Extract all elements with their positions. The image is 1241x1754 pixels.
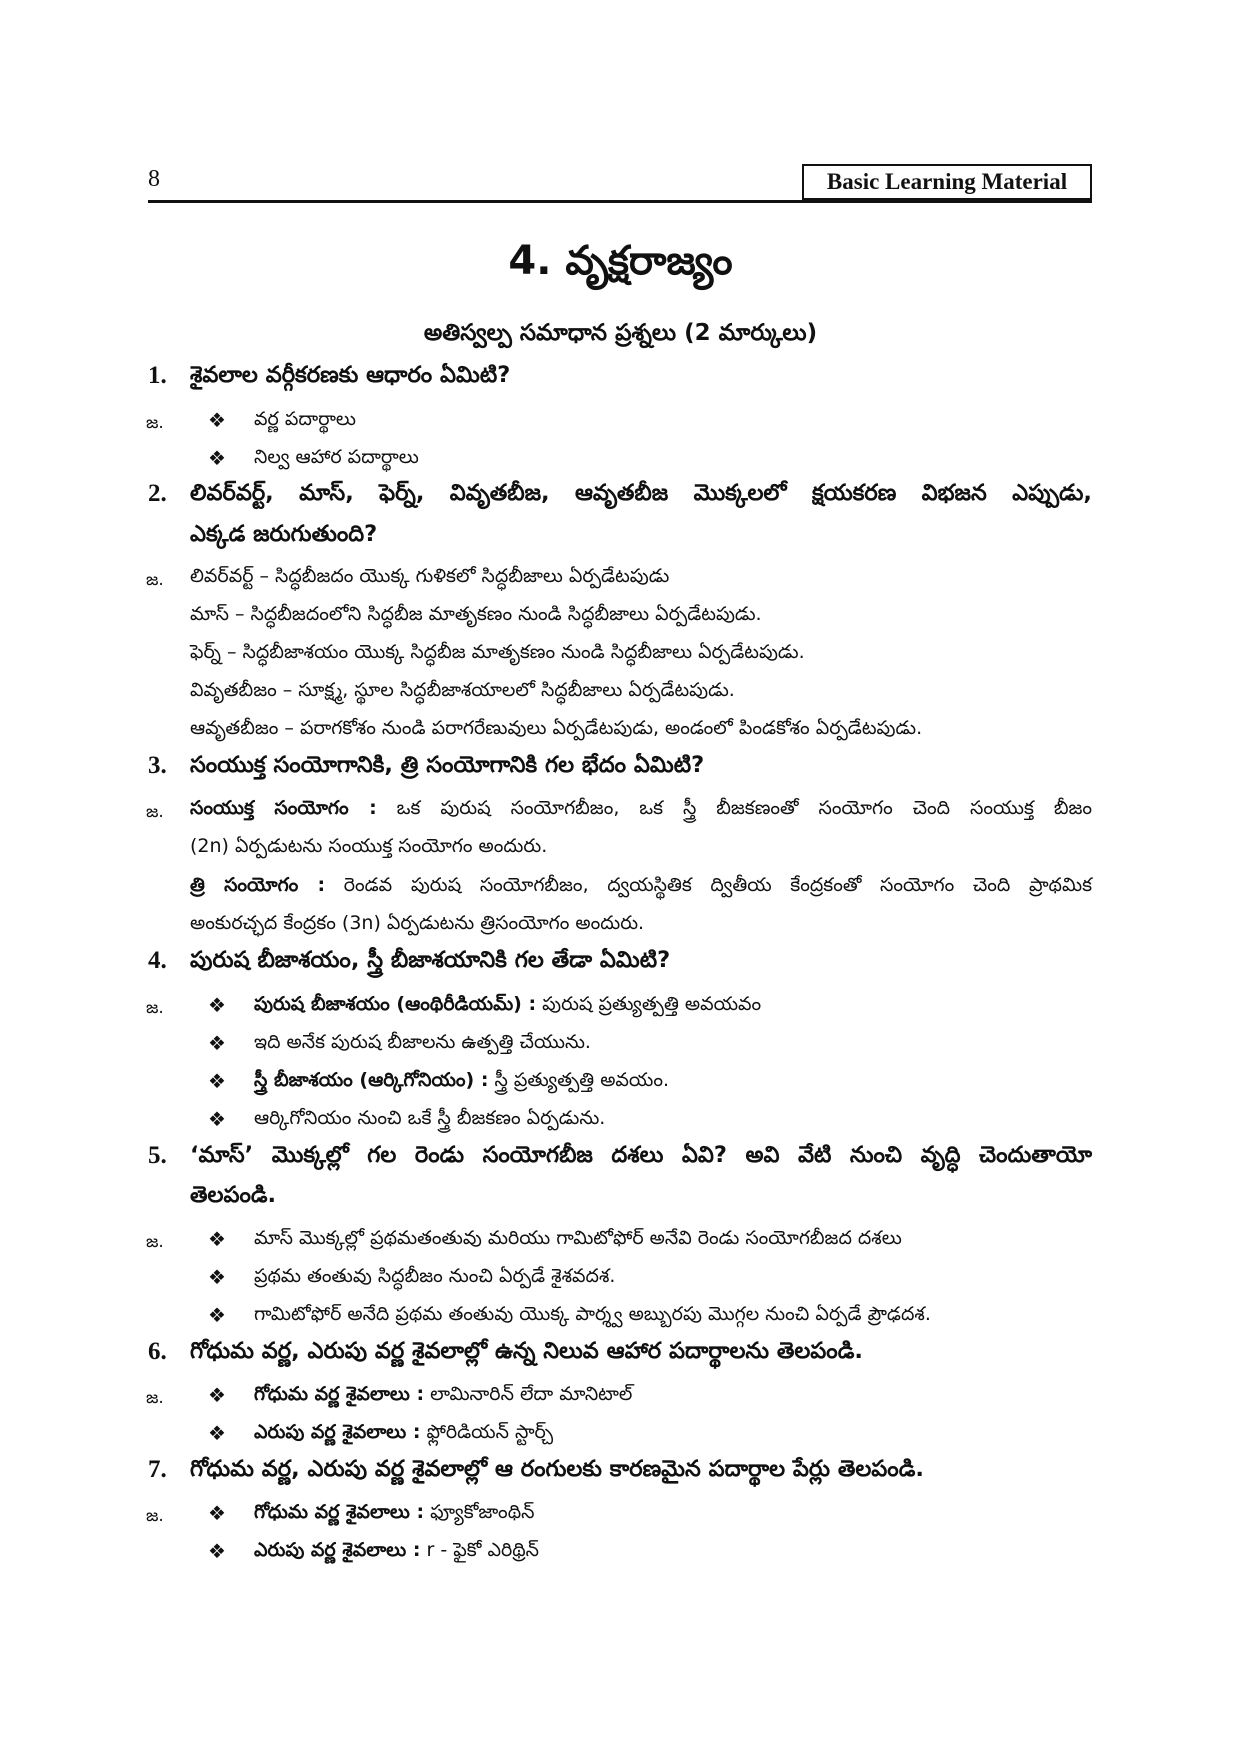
definition: ఫ్లోరిడియన్ స్టార్చ్ [420, 1421, 554, 1443]
question-text: గోధుమ వర్ణ, ఎరుపు వర్ణ శైవలాల్లో ఉన్న నిలువ ఆహార పదార్థాలను తెలపండి. [190, 1338, 863, 1364]
answer-line: వివృతబీజం – సూక్ష్మ, స్థూల సిద్ధబీజాశయాలలో సిద్ధబీజాలు ఏర్పడేటపుడు. [190, 679, 735, 701]
answer-line [190, 797, 1092, 824]
question-number: 3. [148, 752, 167, 779]
chapter-title: 4. వృక్షరాజ్యం [508, 238, 733, 284]
bullet-icon: ❖ [208, 1227, 226, 1251]
definition: r - ఫైకో ఎరిథ్రిన్ [420, 1539, 539, 1561]
bullet-icon: ❖ [208, 1265, 226, 1289]
question-text: ఎక్కడ జరుగుతుంది? [190, 521, 378, 547]
question-text: తెలపండి. [190, 1182, 277, 1208]
definition: రెండవ పురుష సంయోగబీజం, ద్వయస్థితిక ద్వితీయ కేంద్రకంతో సంయోగం చెంది ప్రాథమిక [325, 874, 1092, 896]
term: ఎరుపు వర్ణ శైవలాలు : [254, 1421, 421, 1443]
question-number: 4. [148, 947, 167, 974]
page-number: 8 [148, 166, 160, 192]
bullet-icon: ❖ [208, 446, 226, 470]
bullet-text: మాస్ మొక్కల్లో ప్రథమతంతువు మరియు గామిటోఫోర్ అనేవి రెండు సంయోగబీజద దశలు [254, 1227, 902, 1249]
term: గోధుమ వర్ణ శైవలాలు : [254, 1501, 425, 1523]
bullet-text: ఇది అనేక పురుష బీజాలను ఉత్పత్తి చేయును. [254, 1031, 591, 1053]
answer-line [190, 874, 1092, 901]
bullet-text: నిల్వ ఆహార పదార్థాలు [254, 446, 419, 468]
answer-marker: జ. [146, 570, 164, 590]
question-number: 6. [148, 1338, 167, 1365]
bullet-text [254, 1539, 539, 1566]
bullet-icon: ❖ [208, 1421, 226, 1445]
term: త్రి సంయోగం : [190, 874, 326, 896]
answer-line: ఆవృతబీజం – పరాగకోశం నుండి పరాగరేణువులు ఏర్పడేటపుడు, అండంలో పిండకోశం ఏర్పడేటపుడు. [190, 717, 923, 739]
definition: స్త్రీ ప్రత్యుత్పత్తి అవయం. [488, 1069, 670, 1091]
bullet-text [254, 1421, 553, 1448]
answer-marker: జ. [146, 1232, 164, 1252]
question-text: పురుష బీజాశయం, స్త్రీ బీజాశయానికి గల తేడా ఏమిటి? [190, 947, 671, 973]
answer-line: ఫెర్న్ – సిద్ధబీజాశయం యొక్క సిద్ధబీజ మాతృకణం నుండి సిద్ధబీజాలు ఏర్పడేటపుడు. [190, 641, 805, 663]
term: ఎరుపు వర్ణ శైవలాలు : [254, 1539, 421, 1561]
term: పురుష బీజాశయం (ఆంథిరీడియమ్) : [254, 993, 537, 1015]
question-text: గోధుమ వర్ణ, ఎరుపు వర్ణ శైవలాల్లో ఆ రంగులకు కారణమైన పదార్థాల పేర్లు తెలపండి. [190, 1456, 924, 1482]
answer-marker: జ. [146, 802, 164, 822]
bullet-icon: ❖ [208, 408, 226, 432]
term: సంయుక్త సంయోగం : [190, 797, 377, 819]
question-number: 1. [148, 362, 167, 389]
question-number: 7. [148, 1456, 167, 1483]
bullet-icon: ❖ [208, 993, 226, 1017]
answer-line: లివర్‌వర్ట్ – సిద్ధబీజదం యొక్క గుళికలో సిద్ధబీజాలు ఏర్పడేటపుడు [190, 565, 670, 587]
bullet-text [254, 1501, 534, 1528]
bullet-icon: ❖ [208, 1539, 226, 1563]
definition: పురుష ప్రత్యుత్పత్తి అవయవం [536, 993, 762, 1015]
answer-line: అంకురచ్ఛద కేంద్రకం (3n) ఏర్పడుటను త్రిసంయోగం అందురు. [190, 912, 645, 934]
question-text: లివర్‌వర్ట్, మాస్, ఫెర్న్, వివృతబీజ, ఆవృతబీజ మొక్కలలో క్షయకరణ విభజన ఎప్పుడు, [190, 480, 1092, 506]
bullet-icon: ❖ [208, 1501, 226, 1525]
book-title-box: Basic Learning Material [802, 164, 1092, 200]
term: గోధుమ వర్ణ శైవలాలు : [254, 1383, 425, 1405]
definition: లామినారిన్ లేదా మానిటాల్ [424, 1383, 633, 1405]
section-title: అతిస్వల్ప సమాధాన ప్రశ్నలు (2 మార్కులు) [423, 320, 818, 346]
answer-marker: జ. [146, 1506, 164, 1526]
bullet-text: ఆర్కిగోనియం నుంచి ఒకే స్త్రీ బీజకణం ఏర్పడును. [254, 1107, 606, 1129]
question-text: శైవలాల వర్గీకరణకు ఆధారం ఏమిటి? [190, 362, 511, 388]
answer-line: మాస్ – సిద్ధబీజదంలోని సిద్ధబీజ మాతృకణం నుండి సిద్ధబీజాలు ఏర్పడేటపుడు. [190, 603, 762, 625]
question-text: ‘మాస్’ మొక్కల్లో గల రెండు సంయోగబీజ దశలు ఏవి? అవి వేటి నుంచి వృద్ధి చెందుతాయో [190, 1142, 1092, 1168]
term: స్త్రీ బీజాశయం (ఆర్కిగోనియం) : [254, 1069, 489, 1091]
bullet-icon: ❖ [208, 1069, 226, 1093]
bullet-text [254, 1069, 669, 1096]
bullet-text: వర్ణ పదార్థాలు [254, 408, 356, 430]
bullet-icon: ❖ [208, 1107, 226, 1131]
definition: ఫ్యూకోజాంథిన్ [424, 1501, 535, 1523]
header-rule [148, 200, 1092, 203]
bullet-text [254, 1383, 632, 1410]
answer-marker: జ. [146, 1388, 164, 1408]
question-text: సంయుక్త సంయోగానికి, త్రి సంయోగానికి గల భేదం ఏమిటి? [190, 752, 705, 778]
bullet-text [254, 993, 761, 1020]
definition: ఒక పురుష సంయోగబీజం, ఒక స్త్రీ బీజకణంతో సంయోగం చెంది సంయుక్త బీజం [376, 797, 1092, 819]
answer-marker: జ. [146, 998, 164, 1018]
answer-marker: జ. [146, 413, 164, 433]
question-number: 5. [148, 1142, 167, 1169]
question-number: 2. [148, 480, 167, 507]
bullet-icon: ❖ [208, 1303, 226, 1327]
bullet-text: ప్రథమ తంతువు సిద్ధబీజం నుంచి ఏర్పడే శైశవదశ. [254, 1265, 616, 1287]
bullet-icon: ❖ [208, 1031, 226, 1055]
answer-line: (2n) ఏర్పడుటను సంయుక్త సంయోగం అందురు. [190, 835, 548, 857]
bullet-text: గామిటోఫోర్ అనేది ప్రథమ తంతువు యొక్క పార్శ్వ అబ్బురపు మొగ్గల నుంచి ఏర్పడే ప్రౌఢదశ. [254, 1303, 931, 1325]
bullet-icon: ❖ [208, 1383, 226, 1407]
